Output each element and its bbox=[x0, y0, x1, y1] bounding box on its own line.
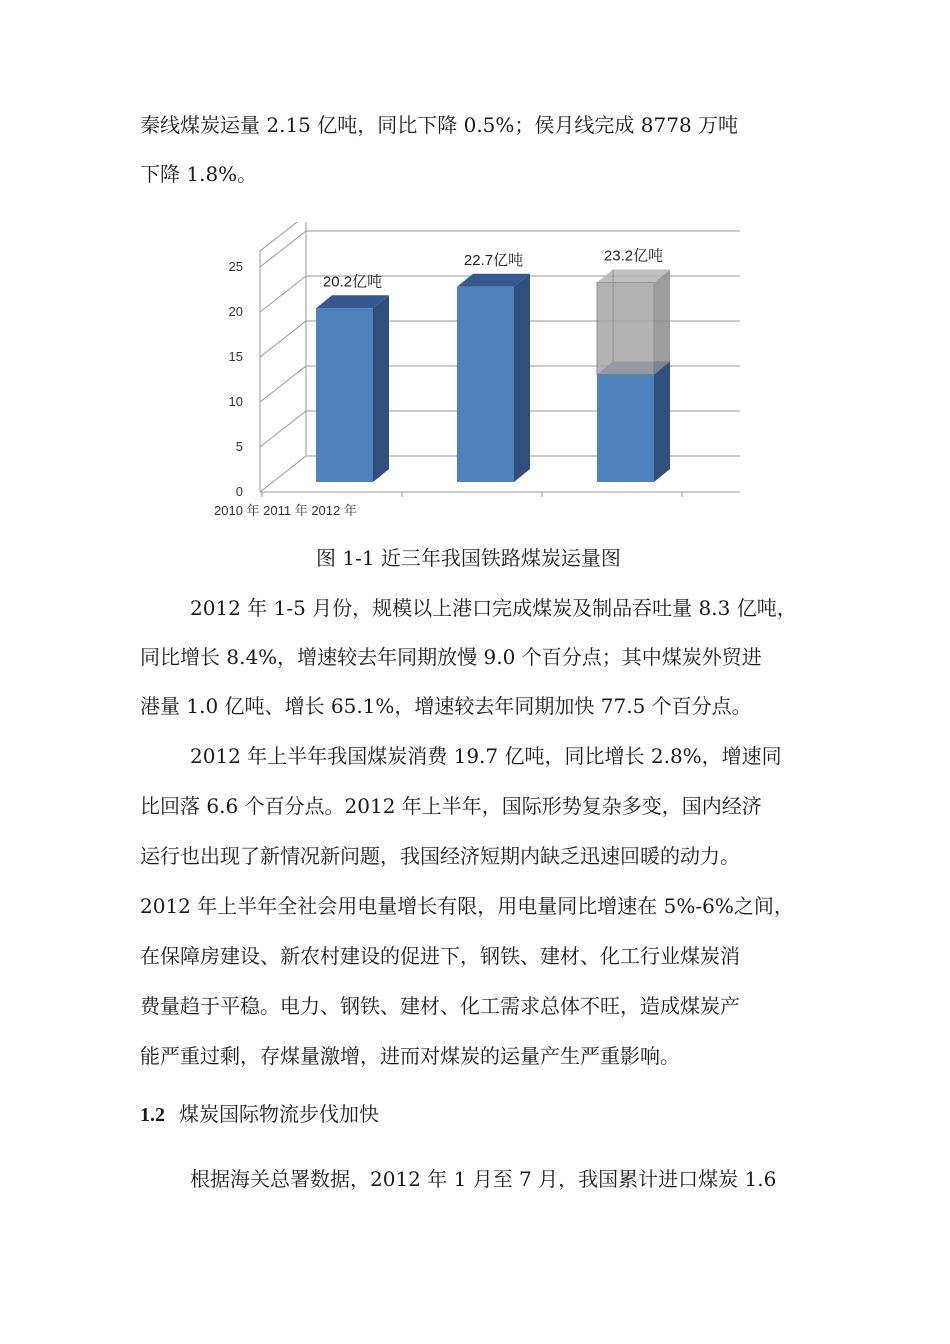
section-number: 1.2 bbox=[140, 1104, 165, 1126]
bar-front bbox=[457, 287, 514, 482]
paragraph-line: 费量趋于平稳。电力、钢铁、建材、化工需求总体不旺，造成煤炭产 bbox=[140, 994, 740, 1018]
paragraph-line: 2012 年上半年全社会用电量增长有限，用电量同比增速在 5%-6%之间， bbox=[140, 894, 794, 918]
paragraph-line: 下降 1.8%。 bbox=[140, 162, 258, 186]
paragraph-line: 能严重过剩，存煤量激增，进而对煤炭的运量产生严重影响。 bbox=[140, 1044, 680, 1068]
gridline-side bbox=[260, 321, 306, 357]
y-tick-label: 20 bbox=[228, 304, 243, 319]
y-tick-label: 0 bbox=[235, 484, 243, 499]
bar-front bbox=[597, 282, 654, 374]
y-axis-ticks bbox=[229, 259, 243, 499]
paragraph-line: 比回落 6.6 个百分点。2012 年上半年，国际形势复杂多变，国内经济 bbox=[140, 794, 762, 818]
bar-front bbox=[597, 375, 654, 483]
bar-front bbox=[316, 308, 373, 482]
gridline-side bbox=[260, 231, 306, 267]
data-label: 22.7亿吨 bbox=[463, 251, 524, 269]
bar-side bbox=[654, 269, 670, 374]
gridline-side bbox=[260, 366, 306, 402]
coal-transport-bar-chart bbox=[200, 222, 740, 532]
y-tick-label: 10 bbox=[228, 394, 243, 409]
section-title: 煤炭国际物流步伐加快 bbox=[179, 1102, 379, 1126]
y-tick-label: 5 bbox=[235, 439, 243, 454]
x-axis-category-labels: 2010 年 2011 年 2012 年 bbox=[214, 503, 357, 518]
bar-side bbox=[373, 295, 389, 482]
paragraph-line: 运行也出现了新情况新问题，我国经济短期内缺乏迅速回暖的动力。 bbox=[140, 844, 740, 868]
bar-series bbox=[316, 269, 670, 482]
figure-caption: 图 1-1 近三年我国铁路煤炭运量图 bbox=[316, 546, 621, 570]
gridline-side bbox=[260, 411, 306, 447]
bar bbox=[597, 362, 670, 483]
y-tick-label: 25 bbox=[228, 259, 243, 274]
gridline-side bbox=[260, 276, 306, 312]
paragraph-line: 2012 年 1-5 月份，规模以上港口完成煤炭及制品吞吐量 8.3 亿吨， bbox=[190, 596, 797, 620]
data-label: 20.2亿吨 bbox=[322, 273, 383, 291]
paragraph-line: 2012 年上半年我国煤炭消费 19.7 亿吨，同比增长 2.8%，增速同 bbox=[190, 744, 782, 768]
data-label: 23.2亿吨 bbox=[603, 247, 664, 265]
paragraph-line: 同比增长 8.4%，增速较去年同期放慢 9.0 个百分点；其中煤炭外贸进 bbox=[140, 645, 762, 669]
bar-side bbox=[654, 362, 670, 483]
bar bbox=[457, 274, 530, 482]
paragraph-line: 在保障房建设、新农村建设的促进下，钢铁、建材、化工行业煤炭消 bbox=[140, 944, 740, 968]
paragraph-line: 根据海关总署数据，2012 年 1 月至 7 月，我国累计进口煤炭 1.6 bbox=[190, 1167, 777, 1191]
section-heading bbox=[140, 1099, 379, 1130]
paragraph-line: 港量 1.0 亿吨、增长 65.1%，增速较去年同期加快 77.5 个百分点。 bbox=[140, 694, 752, 718]
paragraph-line: 秦线煤炭运量 2.15 亿吨，同比下降 0.5%；侯月线完成 8778 万吨 bbox=[140, 113, 739, 137]
y-tick-label: 15 bbox=[228, 349, 243, 364]
gridline-side bbox=[260, 456, 306, 492]
bar-side bbox=[514, 274, 530, 482]
bar bbox=[316, 295, 389, 482]
bar-projected bbox=[597, 269, 670, 374]
